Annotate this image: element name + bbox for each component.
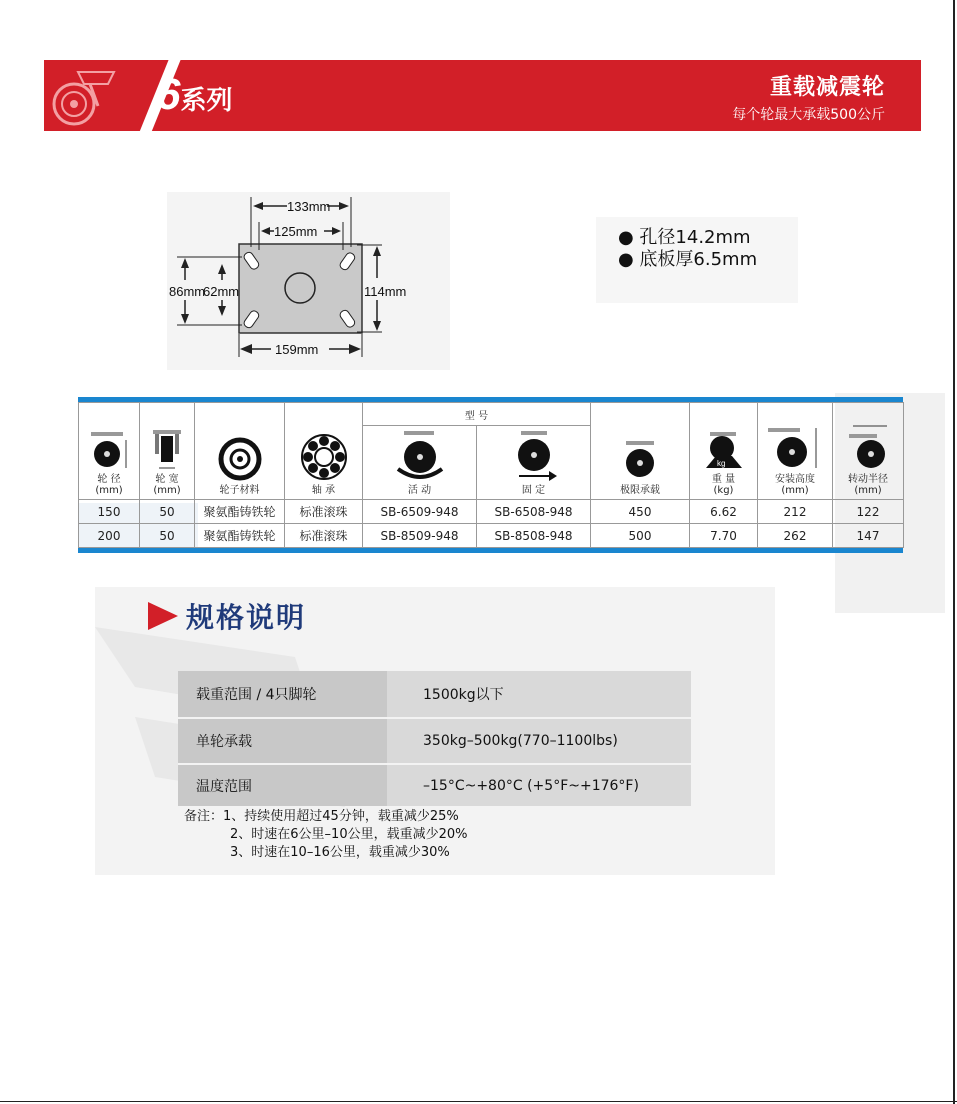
spec-key: 单轮承载 bbox=[178, 718, 387, 764]
cell-width: 50 bbox=[140, 500, 195, 524]
label-material: 轮子材料 bbox=[219, 485, 260, 496]
fixed-caster-icon bbox=[509, 429, 559, 481]
header-material bbox=[195, 403, 285, 500]
svg-text:kg: kg bbox=[716, 459, 725, 468]
cell-max-load: 450 bbox=[591, 500, 690, 524]
label-diameter-unit: (mm) bbox=[95, 485, 123, 496]
label-weight: 重 量 bbox=[711, 474, 736, 485]
dim-top-125: 125mm bbox=[274, 224, 318, 239]
cell-bearing: 标准滚珠 bbox=[285, 524, 363, 548]
page-frame-right bbox=[953, 0, 955, 1104]
header-height bbox=[758, 403, 833, 500]
cell-diameter: 150 bbox=[79, 500, 140, 524]
table-row bbox=[178, 671, 691, 718]
header-max-load bbox=[591, 403, 690, 500]
specs-title: 规格说明 bbox=[186, 601, 307, 634]
header-model: 型 号 bbox=[363, 403, 591, 426]
label-diameter: 轮 径 bbox=[97, 474, 121, 485]
table-row bbox=[178, 764, 691, 806]
label-width-unit: (mm) bbox=[153, 485, 181, 496]
table-row bbox=[79, 524, 904, 548]
cell-bearing: 标准滚珠 bbox=[285, 500, 363, 524]
label-fixed: 固 定 bbox=[521, 485, 546, 496]
specs-table bbox=[178, 671, 691, 806]
table-row bbox=[178, 718, 691, 764]
specs-heading bbox=[148, 596, 306, 636]
dim-left-86: 86mm bbox=[169, 284, 206, 299]
header-banner bbox=[44, 60, 921, 131]
ball-bearing-icon bbox=[300, 433, 348, 481]
remark-line: 2、时速在6公里–10公里，载重减少20% bbox=[230, 827, 468, 842]
weight-kg-icon bbox=[702, 430, 746, 470]
cell-width: 50 bbox=[140, 524, 195, 548]
cell-weight: 7.70 bbox=[690, 524, 758, 548]
table-row bbox=[79, 500, 904, 524]
header-radius bbox=[833, 403, 904, 500]
dim-bottom-159: 159mm bbox=[275, 342, 319, 357]
label-weight-unit: (kg) bbox=[713, 485, 734, 496]
cell-radius: 147 bbox=[833, 524, 904, 548]
swivel-caster-icon bbox=[390, 429, 450, 481]
header-width bbox=[140, 403, 195, 500]
hole-diameter-note: ● 孔径14.2mm bbox=[618, 227, 751, 248]
mounting-height-icon bbox=[764, 426, 826, 470]
banner-subtitle: 每个轮最大承载500公斤 bbox=[732, 107, 885, 123]
cell-fixed-model: SB-8508-948 bbox=[477, 524, 591, 548]
wheel-width-icon bbox=[149, 428, 185, 470]
cell-height: 262 bbox=[758, 524, 833, 548]
table-bottom-bar bbox=[78, 548, 903, 553]
label-radius: 转动半径 bbox=[848, 474, 888, 485]
cell-swivel-model: SB-8509-948 bbox=[363, 524, 477, 548]
spec-value: –15°C~+80°C (+5°F~+176°F) bbox=[387, 764, 691, 806]
header-diameter bbox=[79, 403, 140, 500]
header-bearing bbox=[285, 403, 363, 500]
caster-logo-icon bbox=[48, 64, 126, 128]
label-max-load: 极限承载 bbox=[620, 485, 660, 496]
cell-swivel-model: SB-6509-948 bbox=[363, 500, 477, 524]
swivel-radius-icon bbox=[843, 422, 893, 470]
spec-value: 350kg–500kg(770–1100lbs) bbox=[387, 718, 691, 764]
spec-key: 温度范围 bbox=[178, 764, 387, 806]
label-height-unit: (mm) bbox=[781, 485, 809, 496]
dim-right-114: 114mm bbox=[364, 284, 407, 299]
remark-line: 3、时速在10–16公里，载重减少30% bbox=[230, 845, 450, 860]
label-swivel: 活 动 bbox=[407, 485, 432, 496]
cell-height: 212 bbox=[758, 500, 833, 524]
cell-material: 聚氨酯铸铁轮 bbox=[195, 500, 285, 524]
top-plate-diagram bbox=[167, 192, 450, 370]
wheel-diameter-icon bbox=[89, 430, 129, 470]
load-capacity-icon bbox=[620, 439, 660, 481]
header-weight bbox=[690, 403, 758, 500]
remarks bbox=[184, 808, 467, 862]
spec-key: 载重范围 / 4只脚轮 bbox=[178, 671, 387, 718]
cell-weight: 6.62 bbox=[690, 500, 758, 524]
cell-max-load: 500 bbox=[591, 524, 690, 548]
plate-notes bbox=[596, 217, 798, 303]
cell-diameter: 200 bbox=[79, 524, 140, 548]
cell-material: 聚氨酯铸铁轮 bbox=[195, 524, 285, 548]
label-height: 安装高度 bbox=[775, 474, 815, 485]
header-fixed bbox=[477, 426, 591, 500]
plate-thickness-note: ● 底板厚6.5mm bbox=[618, 249, 758, 270]
label-bearing: 轴 承 bbox=[311, 485, 336, 496]
wheel-material-icon bbox=[218, 437, 262, 481]
dim-top-133: 133mm bbox=[287, 199, 331, 214]
label-width: 轮 宽 bbox=[155, 474, 179, 485]
banner-title: 重载减震轮 bbox=[769, 75, 885, 100]
red-triangle-icon bbox=[148, 602, 178, 630]
cell-radius: 122 bbox=[833, 500, 904, 524]
label-radius-unit: (mm) bbox=[854, 485, 882, 496]
spec-table bbox=[78, 397, 903, 553]
cell-fixed-model: SB-6508-948 bbox=[477, 500, 591, 524]
dim-left-62: 62mm bbox=[203, 284, 240, 299]
spec-value: 1500kg以下 bbox=[387, 671, 691, 718]
header-swivel bbox=[363, 426, 477, 500]
page-frame-bottom bbox=[0, 1101, 957, 1102]
remark-line: 备注：1、持续使用超过45分钟，载重减少25% bbox=[184, 809, 459, 824]
series-title: 6系列 bbox=[156, 70, 233, 119]
